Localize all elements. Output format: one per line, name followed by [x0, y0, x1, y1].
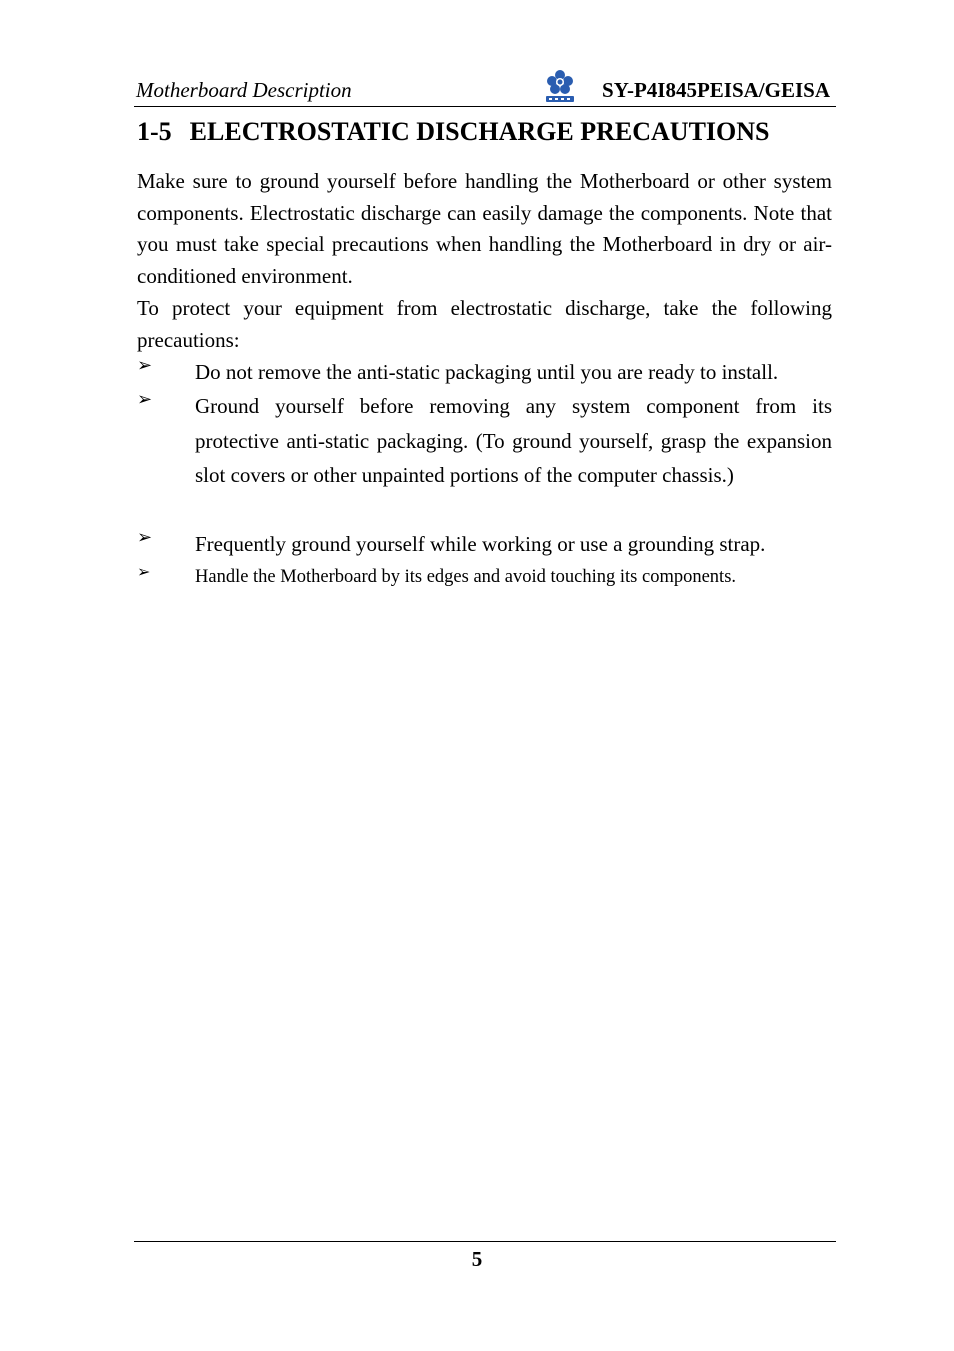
arrow-bullet-icon: ➢: [137, 562, 151, 581]
list-item-text: Handle the Motherboard by its edges and avoid touching its components.: [195, 567, 737, 587]
section-title: ELECTROSTATIC DISCHARGE PRECAUTIONS: [189, 117, 770, 146]
page-number: 5: [471, 1247, 483, 1271]
section-number: 1-5: [137, 117, 172, 146]
precautions-lead-paragraph: To protect your equipment from electrostatic discharge, take the following precautions:: [137, 296, 832, 352]
section-heading: [137, 117, 770, 147]
arrow-bullet-icon: ➢: [137, 527, 153, 548]
list-item-text: Frequently ground yourself while working or use a grounding strap.: [195, 532, 766, 556]
list-item-text: Do not remove the anti-static packaging until you are ready to install.: [195, 360, 779, 384]
arrow-bullet-icon: ➢: [137, 355, 153, 376]
footer-divider: [134, 1241, 836, 1242]
intro-paragraph: Make sure to ground yourself before handling the Motherboard or other system components. Electrostatic discharge can easily damage the components. Note that you must take special precautions when handling the Motherboard in dry or air-conditioned environment.: [137, 169, 832, 288]
page-header: [134, 68, 836, 107]
list-item-text: Ground yourself before removing any system component from its protective anti-static packaging. (To ground yourself, grasp the expansion slot covers or other unpainted portions of the computer chassis.): [195, 394, 832, 487]
soyo-logo-icon: [542, 68, 578, 106]
header-model-name: SY-P4I845PEISA/GEISA: [602, 78, 830, 102]
arrow-bullet-icon: ➢: [137, 389, 153, 410]
header-section-title: Motherboard Description: [136, 78, 352, 102]
